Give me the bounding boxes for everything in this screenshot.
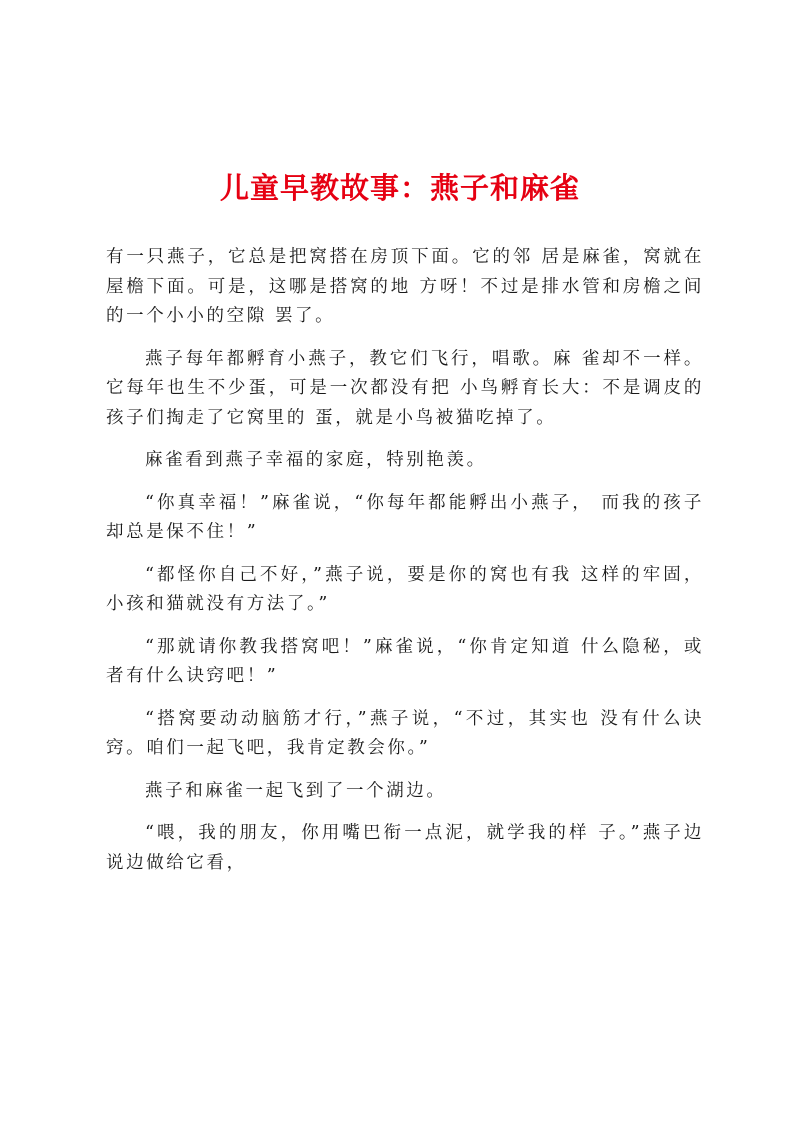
- paragraph-8: 燕子和麻雀一起飞到了一个湖边。: [145, 780, 447, 801]
- paragraph-5: “都怪你自己不好，”燕子说，要是你的窝也有我 这样的牢固，小孩和猫就没有方法了。”: [106, 564, 704, 614]
- paragraph-1: 有一只燕子，它总是把窝搭在房顶下面。它的邻 居是麻雀，窝就在屋檐下面。可是，这哪是搭窝的地 方呀！不过是排水管和房檐之间的一个小小的空隙 罢了。: [106, 247, 704, 326]
- paragraph-9: “喂，我的朋友，你用嘴巴衔一点泥，就学我的样 子。”燕子边说边做给它看，: [106, 823, 704, 873]
- paragraph-4: “你真幸福！”麻雀说，“你每年都能孵出小燕子， 而我的孩子却总是保不住！”: [106, 492, 704, 542]
- paragraph-7: “搭窝要动动脑筋才行，”燕子说，“不过，其实也 没有什么诀窍。咱们一起飞吧，我肯定教会你。”: [106, 708, 704, 758]
- paragraph-6: “那就请你教我搭窝吧！”麻雀说，“你肯定知道 什么隐秘，或者有什么诀窍吧！”: [106, 636, 704, 686]
- paragraph-3: 麻雀看到燕子幸福的家庭，特别艳羡。: [145, 450, 487, 470]
- document-body: [106, 243, 704, 891]
- paragraph-2: 燕子每年都孵育小燕子，教它们飞行，唱歌。麻 雀却不一样。它每年也生不少蛋，可是一次都没有把 小鸟孵育长大：不是调皮的孩子们掏走了它窝里的 蛋，就是小鸟被猫吃掉了。: [106, 348, 704, 428]
- document-title: 儿童早教故事：燕子和麻雀: [219, 171, 580, 205]
